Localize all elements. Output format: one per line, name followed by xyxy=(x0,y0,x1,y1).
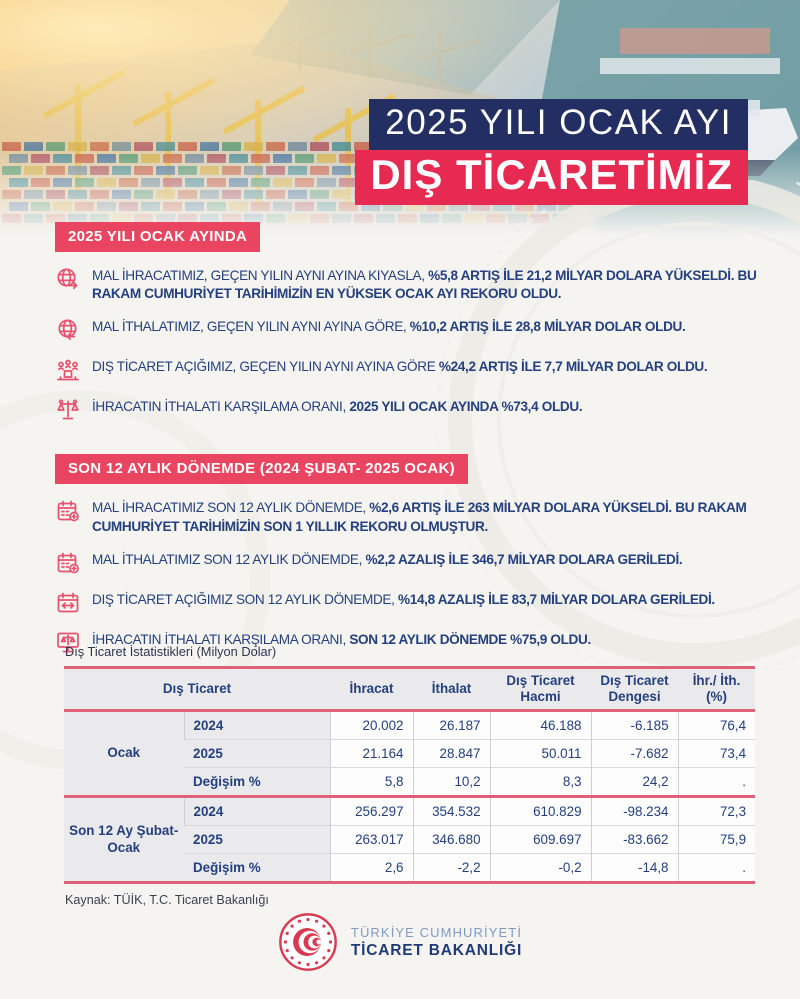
value-cell: 26.187 xyxy=(413,711,490,740)
stat-text-regular: MAL İHRACATIMIZ, GEÇEN YILIN AYNI AYINA KIYASLA, xyxy=(92,268,429,283)
value-cell: 263.017 xyxy=(330,826,413,854)
balance-scale-icon xyxy=(55,397,81,423)
stat-item xyxy=(55,317,761,343)
stat-item xyxy=(55,590,761,616)
value-cell: -14,8 xyxy=(591,854,678,883)
stat-text xyxy=(92,551,682,569)
table-header-cell: İhr./ İth. (%) xyxy=(678,668,755,711)
stat-item xyxy=(55,357,761,383)
org-name-line2: TİCARET BAKANLIĞI xyxy=(350,941,523,959)
table-row xyxy=(64,711,755,740)
value-cell: 5,8 xyxy=(330,768,413,797)
stat-item xyxy=(55,550,761,576)
stat-text xyxy=(92,398,582,416)
value-cell: 610.829 xyxy=(490,797,591,826)
title-line-2: DIŞ TİCARETİMİZ xyxy=(355,150,748,205)
value-cell: -7.682 xyxy=(591,740,678,768)
row-label: 2025 xyxy=(184,826,330,854)
trade-deficit-podium-icon xyxy=(55,357,81,383)
calendar-plus-icon xyxy=(55,550,81,576)
value-cell: 73,4 xyxy=(678,740,755,768)
value-cell: . xyxy=(678,768,755,797)
org-name-line1: TÜRKİYE CUMHURİYETİ xyxy=(350,924,523,940)
row-label: 2024 xyxy=(184,711,330,740)
stat-text-bold: SON 12 AYLIK DÖNEMDE %75,9 OLDU. xyxy=(349,631,591,647)
value-cell: 46.188 xyxy=(490,711,591,740)
table-header-cell: Dış Ticaret Hacmi xyxy=(490,668,591,711)
row-label: 2024 xyxy=(184,797,330,826)
stat-text-regular: MAL İTHALATIMIZ, GEÇEN YILIN AYNI AYINA GÖRE, xyxy=(92,319,410,335)
stat-text-bold: %14,8 AZALIŞ İLE 83,7 MİLYAR DOLARA GERİLEDİ. xyxy=(398,591,715,607)
stat-text-bold: 2025 YILI OCAK AYINDA %73,4 OLDU. xyxy=(349,399,583,415)
value-cell: 256.297 xyxy=(330,797,413,826)
value-cell: 21.164 xyxy=(330,740,413,768)
stat-item xyxy=(55,498,761,535)
value-cell: 354.532 xyxy=(413,797,490,826)
value-cell: 24,2 xyxy=(591,768,678,797)
title-banner xyxy=(355,99,748,205)
stat-text-bold: %2,6 ARTIŞ İLE 263 MİLYAR DOLARA YÜKSELDİ. BU RAKAM CUMHURİYET TARİHİMİZİN SON 1 YILLIK REKORU OLMUŞTUR. xyxy=(92,500,747,534)
table-row xyxy=(64,797,755,826)
stat-text-regular: MAL İHRACATIMIZ SON 12 AYLIK DÖNEMDE, xyxy=(92,500,370,516)
row-label: Değişim % xyxy=(184,854,330,883)
value-cell: -2,2 xyxy=(413,854,490,883)
period-group-label: Son 12 Ay Şubat-Ocak xyxy=(64,797,184,883)
stat-text xyxy=(92,591,715,609)
stat-text-regular: DIŞ TİCARET AÇIĞIMIZ, GEÇEN YILIN AYNI AYINA GÖRE xyxy=(92,359,439,375)
value-cell: -83.662 xyxy=(591,826,678,854)
stat-text-regular: İHRACATIN İTHALATI KARŞILAMA ORANI, xyxy=(92,399,350,415)
value-cell: 75,9 xyxy=(678,826,755,854)
value-cell: 10,2 xyxy=(413,768,490,797)
table-header-cell: İthalat xyxy=(413,668,490,711)
stat-text-bold: %24,2 ARTIŞ İLE 7,7 MİLYAR DOLAR OLDU. xyxy=(438,359,708,375)
value-cell: 72,3 xyxy=(678,797,755,826)
value-cell: -0,2 xyxy=(490,854,591,883)
table-title: Dış Ticaret İstatistikleri (Milyon Dolar) xyxy=(65,644,277,659)
table-header-cell: Dış Ticaret xyxy=(64,668,330,711)
globe-export-icon xyxy=(55,266,81,292)
stat-text-regular: MAL İTHALATIMIZ SON 12 AYLIK DÖNEMDE, xyxy=(92,551,366,567)
stat-text-bold: %2,2 AZALIŞ İLE 346,7 MİLYAR DOLARA GERİLEDİ. xyxy=(365,551,683,567)
stat-text-bold: %10,2 ARTIŞ İLE 28,8 MİLYAR DOLAR OLDU. xyxy=(409,319,686,335)
value-cell: 76,4 xyxy=(678,711,755,740)
value-cell: 8,3 xyxy=(490,768,591,797)
value-cell: 28.847 xyxy=(413,740,490,768)
stat-text-regular: DIŞ TİCARET AÇIĞIMIZ SON 12 AYLIK DÖNEMDE, xyxy=(92,591,398,607)
trade-table-block xyxy=(64,644,755,907)
stat-text xyxy=(92,499,761,535)
stat-item xyxy=(55,397,761,423)
table-header-cell: Dış Ticaret Dengesi xyxy=(591,668,678,711)
globe-import-icon xyxy=(55,317,81,343)
calendar-arrows-icon xyxy=(55,590,81,616)
value-cell: 20.002 xyxy=(330,711,413,740)
stat-text-regular: İHRACATIN İTHALATI KARŞILAMA ORANI, xyxy=(92,631,350,647)
value-cell: 2,6 xyxy=(330,854,413,883)
stats-sections xyxy=(55,222,761,670)
row-label: 2025 xyxy=(184,740,330,768)
ministry-seal-icon xyxy=(278,912,338,972)
row-label: Değişim % xyxy=(184,768,330,797)
section-header-chip: 2025 YILI OCAK AYINDA xyxy=(55,222,260,252)
value-cell: . xyxy=(678,854,755,883)
stat-text xyxy=(92,267,761,303)
value-cell: -6.185 xyxy=(591,711,678,740)
org-name xyxy=(351,925,522,960)
value-cell: -98.234 xyxy=(591,797,678,826)
trade-table xyxy=(64,666,755,884)
stat-text-bold: %5,8 ARTIŞ İLE 21,2 MİLYAR DOLARA YÜKSELDİ. BU RAKAM CUMHURİYET TARİHİMİZİN EN YÜKSEK OCAK AYI REKORU OLDU. xyxy=(92,268,757,302)
footer-logo xyxy=(0,912,800,972)
stat-text xyxy=(92,358,707,376)
value-cell: 50.011 xyxy=(490,740,591,768)
stat-text xyxy=(92,318,685,336)
calendar-plus-icon xyxy=(55,498,81,524)
section-header-chip: SON 12 AYLIK DÖNEMDE (2024 ŞUBAT- 2025 OCAK) xyxy=(55,454,468,484)
value-cell: 346.680 xyxy=(413,826,490,854)
period-group-label: Ocak xyxy=(64,711,184,797)
value-cell: 609.697 xyxy=(490,826,591,854)
stat-item xyxy=(55,266,761,303)
table-header-cell: İhracat xyxy=(330,668,413,711)
title-line-1: 2025 YILI OCAK AYI xyxy=(369,99,748,150)
source-note: Kaynak: TÜİK, T.C. Ticaret Bakanlığı xyxy=(65,893,269,907)
